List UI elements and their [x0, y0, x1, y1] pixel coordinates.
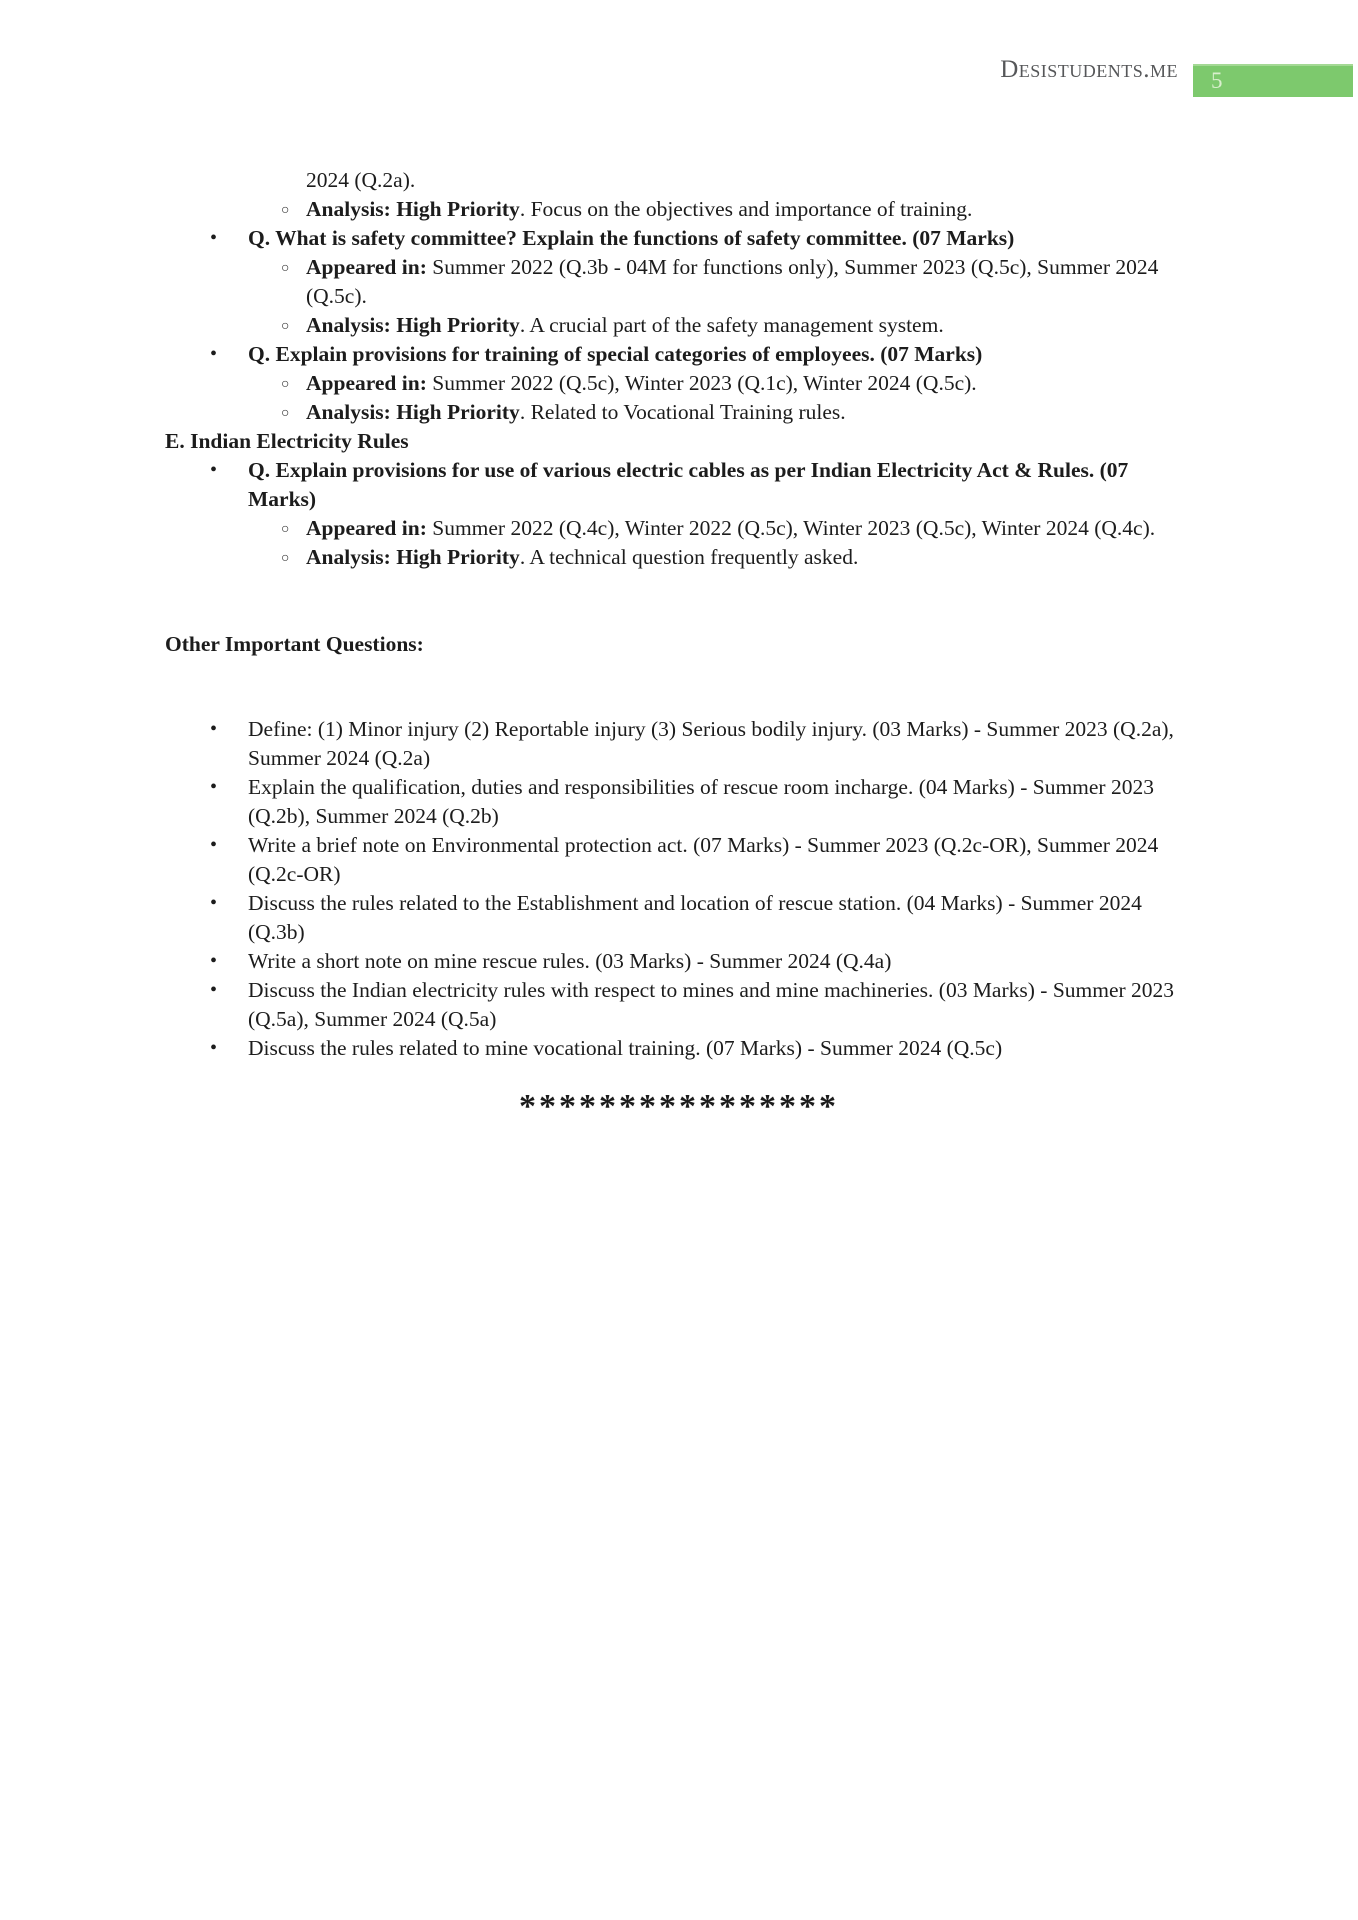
text-segment: Define: (1) Minor injury (2) Reportable injury (3) Serious bodily injury. (03 Marks) - Summer 2023 (Q.2a), Summer 2024 (Q.2a) [248, 717, 1174, 770]
bullet-icon: • [210, 834, 218, 856]
text-segment: Appeared in: [306, 371, 427, 395]
text-segment: Analysis: High Priority [306, 197, 520, 221]
bullet-icon: • [210, 892, 218, 914]
other-question-item [0, 715, 1358, 773]
site-name: Desistudents.me [1000, 56, 1178, 83]
analysis-note [0, 311, 1358, 340]
bullet-icon: • [210, 776, 218, 798]
appeared-in-note [0, 369, 1358, 398]
text-segment: Other Important Questions: [165, 632, 424, 656]
page-number-badge [1193, 64, 1353, 97]
text-segment: Analysis: High Priority [306, 313, 520, 337]
text-segment: 2024 (Q.2a). [306, 168, 416, 192]
circle-bullet-icon: ○ [281, 406, 290, 421]
analysis-note [0, 195, 1358, 224]
text-segment: Write a short note on mine rescue rules. (03 Marks) - Summer 2024 (Q.4a) [248, 949, 892, 973]
other-question-item [0, 1034, 1358, 1063]
appeared-in-continuation [0, 166, 1358, 195]
bullet-icon: • [210, 459, 218, 481]
text-segment: E. Indian Electricity Rules [165, 429, 409, 453]
text-segment: Summer 2022 (Q.4c), Winter 2022 (Q.5c), Winter 2023 (Q.5c), Winter 2024 (Q.4c). [426, 516, 1156, 540]
text-segment: Write a brief note on Environmental protection act. (07 Marks) - Summer 2023 (Q.2c-OR), Summer 2024 (Q.2c-OR) [248, 833, 1159, 886]
spacer [0, 572, 1358, 630]
other-question-item [0, 831, 1358, 889]
spacer [0, 659, 1358, 715]
circle-bullet-icon: ○ [281, 522, 290, 537]
other-question-item [0, 889, 1358, 947]
bullet-icon: • [210, 979, 218, 1001]
text-segment: . Focus on the objectives and importance of training. [519, 197, 973, 221]
other-question-item [0, 976, 1358, 1034]
text-segment: . A crucial part of the safety management system. [519, 313, 944, 337]
text-segment: Q. Explain provisions for use of various electric cables as per Indian Electricity Act & Rules. (07 Marks) [248, 458, 1129, 511]
text-segment: . A technical question frequently asked. [519, 545, 859, 569]
circle-bullet-icon: ○ [281, 319, 290, 334]
text-segment: **************** [519, 1088, 839, 1125]
document-content [0, 166, 1358, 1125]
section-heading [0, 427, 1358, 456]
circle-bullet-icon: ○ [281, 203, 290, 218]
text-segment: Discuss the rules related to the Establishment and location of rescue station. (04 Marks) - Summer 2024 (Q.3b) [248, 891, 1142, 944]
appeared-in-note [0, 514, 1358, 543]
circle-bullet-icon: ○ [281, 551, 290, 566]
text-segment: Summer 2022 (Q.5c), Winter 2023 (Q.1c), Winter 2024 (Q.5c). [426, 371, 977, 395]
question-item [0, 456, 1358, 514]
page-number: 5 [1211, 68, 1223, 93]
analysis-note [0, 543, 1358, 572]
text-segment: Appeared in: [306, 255, 427, 279]
text-segment: Analysis: High Priority [306, 400, 520, 424]
text-segment: Analysis: High Priority [306, 545, 520, 569]
text-segment: Appeared in: [306, 516, 427, 540]
question-item [0, 340, 1358, 369]
bullet-icon: • [210, 227, 218, 249]
bullet-icon: • [210, 343, 218, 365]
appeared-in-note [0, 253, 1358, 311]
bullet-icon: • [210, 718, 218, 740]
end-separator [0, 1088, 1358, 1125]
circle-bullet-icon: ○ [281, 261, 290, 276]
text-segment: Discuss the Indian electricity rules with respect to mines and mine machineries. (03 Marks) - Summer 2023 (Q.5a), Summer 2024 (Q.5a) [248, 978, 1175, 1031]
question-item [0, 224, 1358, 253]
bullet-icon: • [210, 1037, 218, 1059]
spacer [0, 1063, 1358, 1089]
text-segment: Explain the qualification, duties and responsibilities of rescue room incharge. (04 Marks) - Summer 2023 (Q.2b), Summer 2024 (Q.2b) [248, 775, 1154, 828]
section-heading [0, 630, 1358, 659]
text-segment: Discuss the rules related to mine vocational training. (07 Marks) - Summer 2024 (Q.5c) [248, 1036, 1003, 1060]
other-question-item [0, 947, 1358, 976]
bullet-icon: • [210, 950, 218, 972]
text-segment: Summer 2022 (Q.3b - 04M for functions only), Summer 2023 (Q.5c), Summer 2024 (Q.5c). [306, 255, 1159, 308]
text-segment: Q. What is safety committee? Explain the functions of safety committee. (07 Marks) [248, 226, 1015, 250]
analysis-note [0, 398, 1358, 427]
other-question-item [0, 773, 1358, 831]
text-segment: . Related to Vocational Training rules. [519, 400, 846, 424]
circle-bullet-icon: ○ [281, 377, 290, 392]
text-segment: Q. Explain provisions for training of special categories of employees. (07 Marks) [248, 342, 983, 366]
